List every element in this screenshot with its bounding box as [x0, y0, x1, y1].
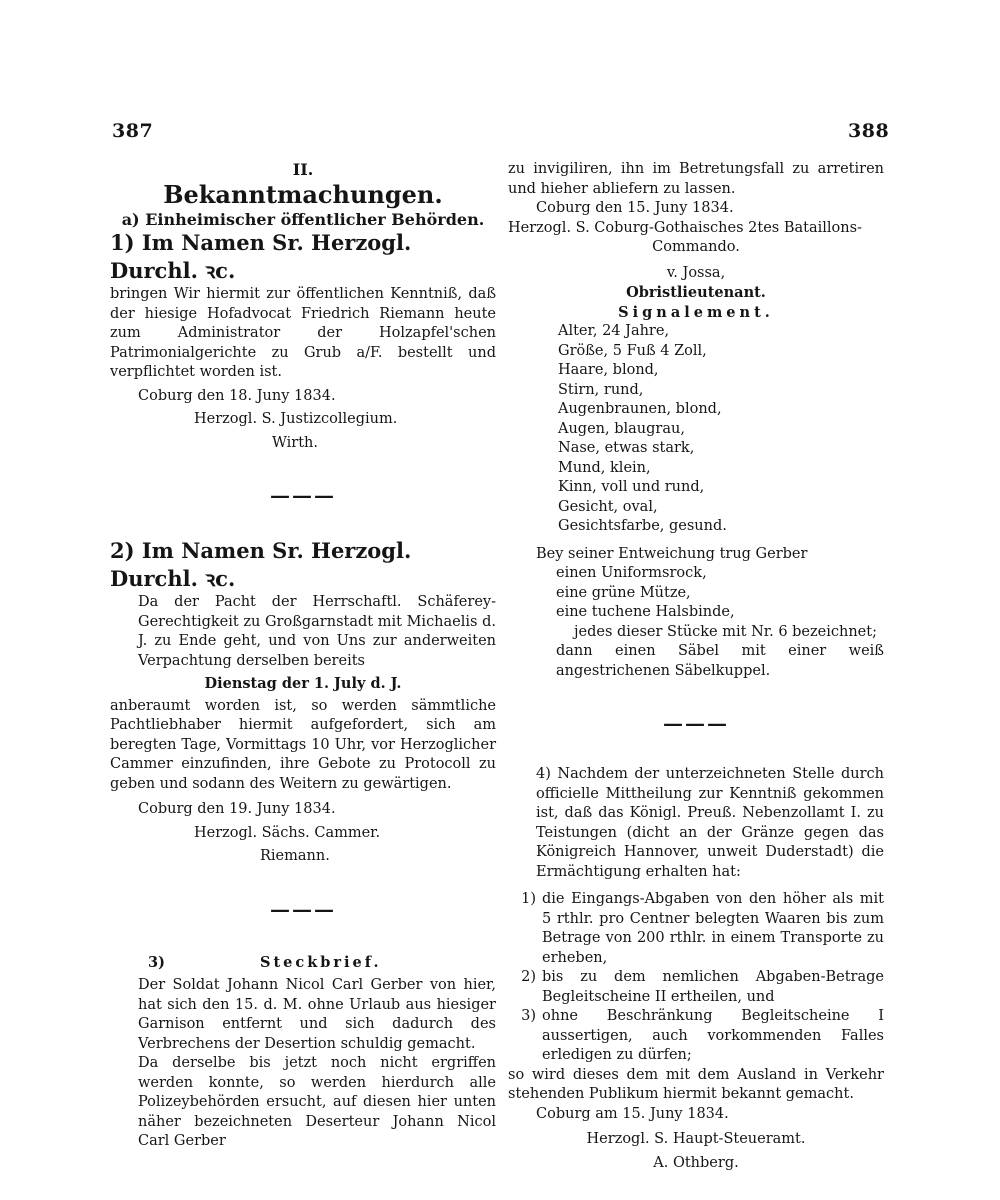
item1-heading: 1) Im Namen Sr. Herzogl. Durchl. ꝛc.: [110, 230, 412, 283]
item1-signature: Wirth.: [272, 434, 318, 451]
page-number-left: 387: [112, 120, 154, 142]
page-number-right: 388: [848, 120, 890, 142]
list-item: Gesicht, oval,: [558, 498, 658, 515]
list-item: Stirn, rund,: [558, 381, 644, 398]
left-column: [110, 160, 496, 1152]
list-item: [508, 890, 884, 968]
item4-closing: so wird dieses dem mit dem Ausland in Verkehr stehenden Publikum hiermit bekannt gemacht.: [508, 1066, 884, 1102]
item2-signature: Riemann.: [260, 848, 330, 864]
clothing-marked: jedes dieser Stücke mit Nr. 6 bezeichnet;: [574, 623, 877, 640]
item2-heading: 2) Im Namen Sr. Herzogl. Durchl. ꝛc.: [110, 538, 412, 591]
clothing-intro: Bey seiner Entweichung trug Gerber: [536, 545, 808, 562]
clothing-extra: dann einen Säbel mit einer weiß angestrichenen Säbelkuppel.: [556, 643, 884, 679]
item2-authority: Herzogl. Sächs. Cammer.: [194, 824, 381, 841]
item2-date: Coburg den 19. Juny 1834.: [138, 801, 336, 817]
item3-title: Steckbrief.: [260, 953, 382, 971]
point-number: 3): [521, 1008, 536, 1024]
list-item: Augen, blaugrau,: [558, 420, 685, 437]
item1-date: Coburg den 18. Juny 1834.: [138, 387, 336, 404]
point-text: die Eingangs-Abgaben von den höher als mit 5 rthlr. pro Centner belegten Waaren bis zum Betrage von 200 rthlr. in einem Transporte zu erheben,: [542, 891, 884, 966]
item3-signature-title: Obristlieutenant.: [626, 284, 766, 301]
item4-intro: 4) Nachdem der unterzeichneten Stelle durch officielle Mittheilung zur Kenntniß gekommen ist, daß das Königl. Preuß. Nebenzollamt I. zu Teistungen (dicht an der Gränze gegen das Königreich Hannover, unweit Duderstadt) die Ermächtigung erhalten hat:: [536, 766, 884, 880]
signalement-list: [508, 322, 884, 537]
signalement-title: Signalement.: [618, 303, 774, 321]
item1-authority: Herzogl. S. Justizcollegium.: [194, 411, 398, 427]
item2-body-intro: Da der Pacht der Herrschaftl. Schäferey-Gerechtigkeit zu Großgarnstadt mit Michaelis d. J. zu Ende geht, und von Uns zur anderweiten Verpachtung derselben bereits: [138, 594, 496, 669]
list-item: Nase, etwas stark,: [558, 440, 695, 456]
list-item: Alter, 24 Jahre,: [558, 323, 670, 339]
list-item: [508, 1007, 884, 1066]
section-numeral: II.: [292, 160, 314, 179]
item2-body: anberaumt worden ist, so werden sämmtliche Pachtliebhaber hiermit aufgefordert, sich am beregten Tage, Vormittags 10 Uhr, vor Herzoglicher Cammer einzufinden, ihre Gebote zu Protocoll zu geben und sodann des Weitern zu gewärtigen.: [110, 697, 496, 792]
list-item: Mund, klein,: [558, 459, 651, 476]
divider: ———: [663, 711, 729, 735]
list-item: Haare, blond,: [558, 362, 659, 378]
item4-signature: A. Othberg.: [653, 1154, 739, 1171]
item3-authority-line1: Herzogl. S. Coburg-Gothaisches 2tes Bataillons-: [508, 219, 862, 236]
list-item: Größe, 5 Fuß 4 Zoll,: [558, 342, 707, 359]
item3-body: Der Soldat Johann Nicol Carl Gerber von hier, hat sich den 15. d. M. ohne Urlaub aus hiesiger Garnison entfernt und sich dadurch des Verbrechens der Desertion schuldig gemacht.: [138, 977, 496, 1052]
section-title: Bekanntmachungen.: [163, 179, 443, 209]
point-number: 1): [521, 891, 536, 907]
item4-date: Coburg am 15. Juny 1834.: [536, 1105, 729, 1122]
clothing-list: [508, 564, 884, 623]
item3-authority-line2: Commando.: [652, 239, 740, 255]
item3-number: 3): [148, 953, 165, 971]
list-item: eine tuchene Halsbinde,: [556, 604, 735, 620]
item1-body: bringen Wir hiermit zur öffentlichen Kenntniß, daß der hiesige Hofadvocat Friedrich Riemann heute zum Administrator der Holzapfel'schen Patrimonialgerichte zu Grub a/F. bestellt und verpflichtet worden ist.: [110, 286, 496, 380]
item3-signature: v. Jossa,: [666, 264, 726, 281]
point-text: bis zu dem nemlichen Abgaben-Betrage Begleitscheine II ertheilen, und: [542, 969, 884, 1005]
right-column: [508, 160, 884, 1173]
item2-date-line: Dienstag der 1. July d. J.: [204, 675, 402, 692]
point-number: 2): [521, 969, 536, 985]
point-text: ohne Beschränkung Begleitscheine I aussertigen, auch vorkommenden Falles erledigen zu dürfen;: [542, 1008, 884, 1063]
item3-continuation: zu invigiliren, ihn im Betretungsfall zu arretiren und hieher abliefern zu lassen.: [508, 161, 884, 197]
list-item: einen Uniformsrock,: [556, 565, 707, 581]
item3-body-continued: Da derselbe bis jetzt noch nicht ergriffen werden konnte, so werden hierdurch alle Polizeybehörden ersucht, auf diesen hier unten näher bezeichneten Deserteur Johann Nicol Carl Gerber: [138, 1055, 496, 1149]
item4-authority: Herzogl. S. Haupt-Steueramt.: [586, 1131, 806, 1147]
subsection-title: a) Einheimischer öffentlicher Behörden.: [121, 209, 485, 229]
list-item: [508, 968, 884, 1007]
list-item: Gesichtsfarbe, gesund.: [558, 518, 727, 534]
list-item: Augenbraunen, blond,: [558, 401, 722, 417]
item3-date: Coburg den 15. Juny 1834.: [536, 200, 734, 216]
list-item: Kinn, voll und rund,: [558, 479, 705, 495]
divider: ———: [270, 483, 336, 507]
divider: ———: [270, 896, 336, 921]
item4-points: [508, 890, 884, 1066]
list-item: eine grüne Mütze,: [556, 584, 691, 601]
item3-header: [110, 953, 496, 973]
